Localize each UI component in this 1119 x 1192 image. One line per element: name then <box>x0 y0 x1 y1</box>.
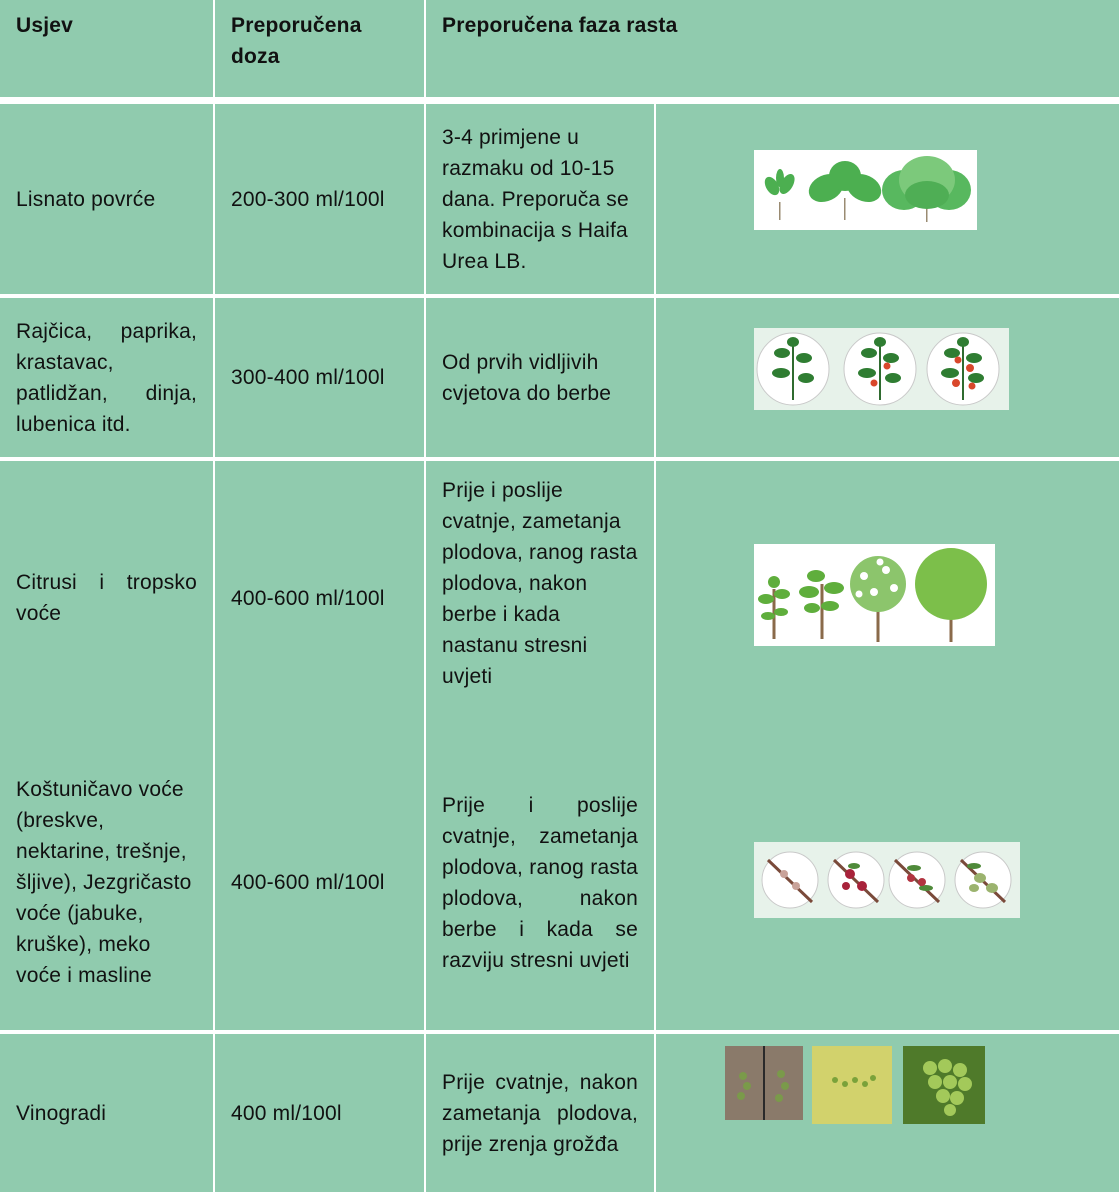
row1-dose-text: 200-300 ml/100l <box>231 187 385 211</box>
row5-dose <box>215 1034 424 1192</box>
row2-crop <box>0 298 213 457</box>
header-crop <box>0 0 213 97</box>
row4-dose-text: 400-600 ml/100l <box>231 871 385 894</box>
row2-phase-text: Od prvih vidljivih cvjetova do berbe <box>442 350 612 405</box>
row2-crop-text: Rajčica, paprika, krastavac, patlidžan, dinja, lubenica itd. <box>16 319 197 436</box>
row3-phase <box>426 461 654 735</box>
header-phase-label: Preporučena faza rasta <box>442 14 678 37</box>
row4-dose <box>215 735 424 1030</box>
row4-crop-text: Koštuničavo voće (breskve, nektarine, trešnje, šljive), Jezgričasto voće (jabuke, kruške), meko voće i masline <box>16 778 192 987</box>
row3-phase-text: Prije i poslije cvatnje, zametanja plodova, ranog rasta plodova, nakon berbe i kada nastanu stresni uvjeti <box>442 479 638 688</box>
row1-phase-text: 3-4 primjene u razmaku od 10-15 dana. Preporuča se kombinacija s Haifa Urea LB. <box>442 125 629 273</box>
row3-dose-text: 400-600 ml/100l <box>231 586 385 610</box>
citrus-tree-growth-stages-icon <box>754 544 995 646</box>
row1-dose <box>215 104 424 294</box>
header-phase <box>426 0 1119 97</box>
row2-dose <box>215 298 424 457</box>
row2-phase <box>426 298 654 457</box>
row4-crop <box>0 735 213 1030</box>
header-dose <box>215 0 424 97</box>
row5-phase-text: Prije cvatnje, nakon zametanja plodova, prije zrenja grožđa <box>442 1070 638 1156</box>
grape-cluster-stages-icon <box>725 1046 985 1124</box>
row5-dose-text: 400 ml/100l <box>231 1101 342 1125</box>
row4-phase <box>426 735 654 1030</box>
row1-phase <box>426 104 654 294</box>
row3-crop <box>0 461 213 735</box>
tomato-plant-growth-stages-icon <box>754 328 1009 410</box>
row5-phase <box>426 1034 654 1192</box>
row5-crop <box>0 1034 213 1192</box>
row1-crop-text: Lisnato povrće <box>16 187 156 211</box>
leafy-vegetable-growth-stages-icon <box>754 150 977 230</box>
header-crop-label: Usjev <box>16 14 74 37</box>
row3-dose <box>215 461 424 735</box>
row2-dose-text: 300-400 ml/100l <box>231 366 385 389</box>
stone-fruit-branch-stages-icon <box>754 842 1020 918</box>
row4-phase-text: Prije i poslije cvatnje, zametanja plodova, ranog rasta plodova, nakon berbe i kada se razviju stresni uvjeti <box>442 793 638 972</box>
header-dose-label: Preporučena doza <box>231 14 362 68</box>
row3-crop-text: Citrusi i tropsko voće <box>16 571 197 625</box>
row5-crop-text: Vinogradi <box>16 1101 107 1125</box>
row1-crop <box>0 104 213 294</box>
